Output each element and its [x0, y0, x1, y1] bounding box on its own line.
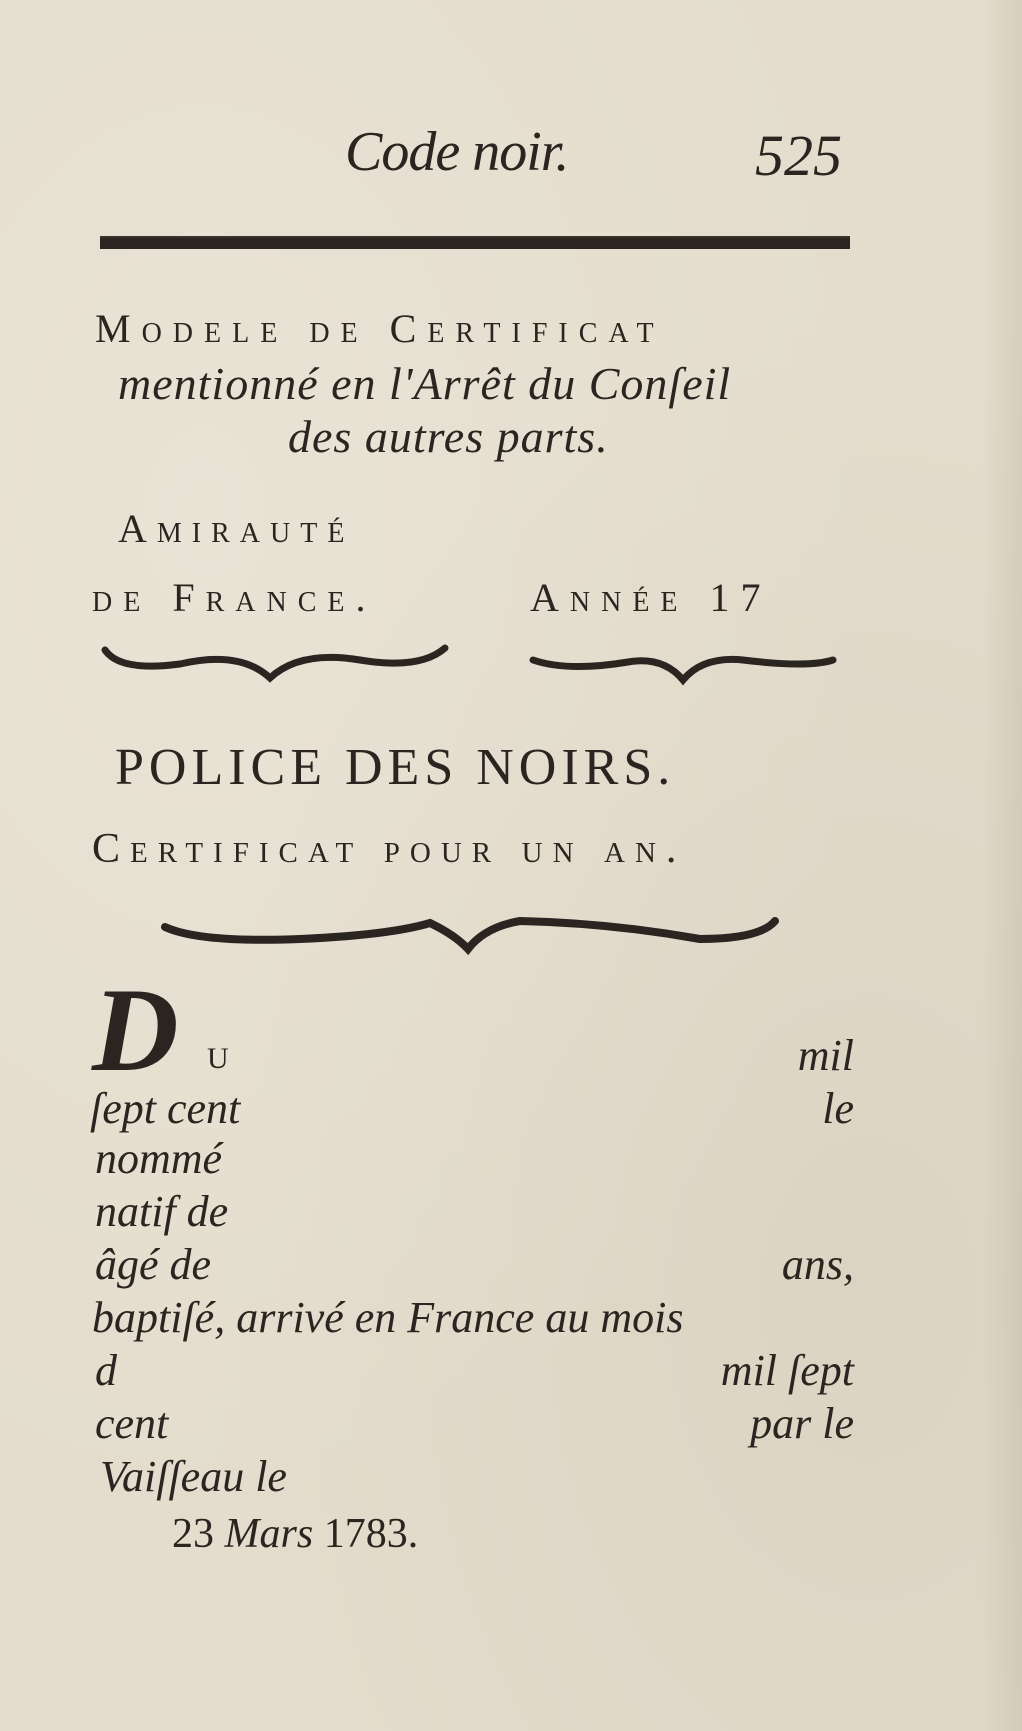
section-title: POLICE DES NOIRS.	[115, 739, 676, 796]
section-subtitle: Certificat pour un an.	[92, 826, 687, 872]
running-title: Code noir.	[345, 121, 569, 183]
page-number: 525	[755, 123, 842, 188]
caption-line-3: des autres parts.	[288, 411, 609, 462]
brace-ornament-left	[100, 640, 450, 690]
body-line-5-right: ans,	[781, 1240, 854, 1289]
body-line-7-left: d	[95, 1346, 117, 1395]
admiralty-label-line-2: de France.	[92, 575, 377, 620]
body-line-5-left: âgé de	[95, 1240, 212, 1289]
body-line-7-right: mil ſept	[720, 1346, 854, 1395]
date-line	[172, 1510, 418, 1558]
admiralty-label-line-1: Amirauté	[118, 506, 355, 551]
brace-ornament-right	[528, 640, 838, 690]
date-day: 23	[172, 1511, 214, 1557]
date-month: Mars	[224, 1511, 314, 1557]
header-rule	[100, 236, 850, 249]
body-line-9-left: Vaiſſeau le	[100, 1452, 287, 1501]
date-year: 1783.	[323, 1511, 419, 1557]
caption-line-2: mentionné en l'Arrêt du Conſeil	[118, 358, 732, 409]
body-line-8-left: cent	[95, 1399, 169, 1448]
body-line-4-left: natif de	[95, 1187, 229, 1236]
body-line-8-right: par le	[750, 1399, 854, 1448]
body-line-2-right: le	[822, 1084, 854, 1133]
body-line-6-left: baptiſé, arrivé en France au mois	[92, 1293, 684, 1342]
brace-ornament-center	[160, 905, 780, 960]
caption-line-1: Modele de Certificat	[95, 306, 665, 351]
year-label: Année 17	[530, 575, 772, 620]
page-edge-shadow	[982, 0, 1022, 1731]
drop-cap: D	[92, 963, 179, 1096]
drop-cap-continuation: U	[207, 1042, 229, 1075]
body-line-2-left: ſept cent	[90, 1084, 241, 1133]
body-line-1-right: mil	[797, 1031, 854, 1080]
body-line-3-left: nommé	[95, 1134, 223, 1183]
